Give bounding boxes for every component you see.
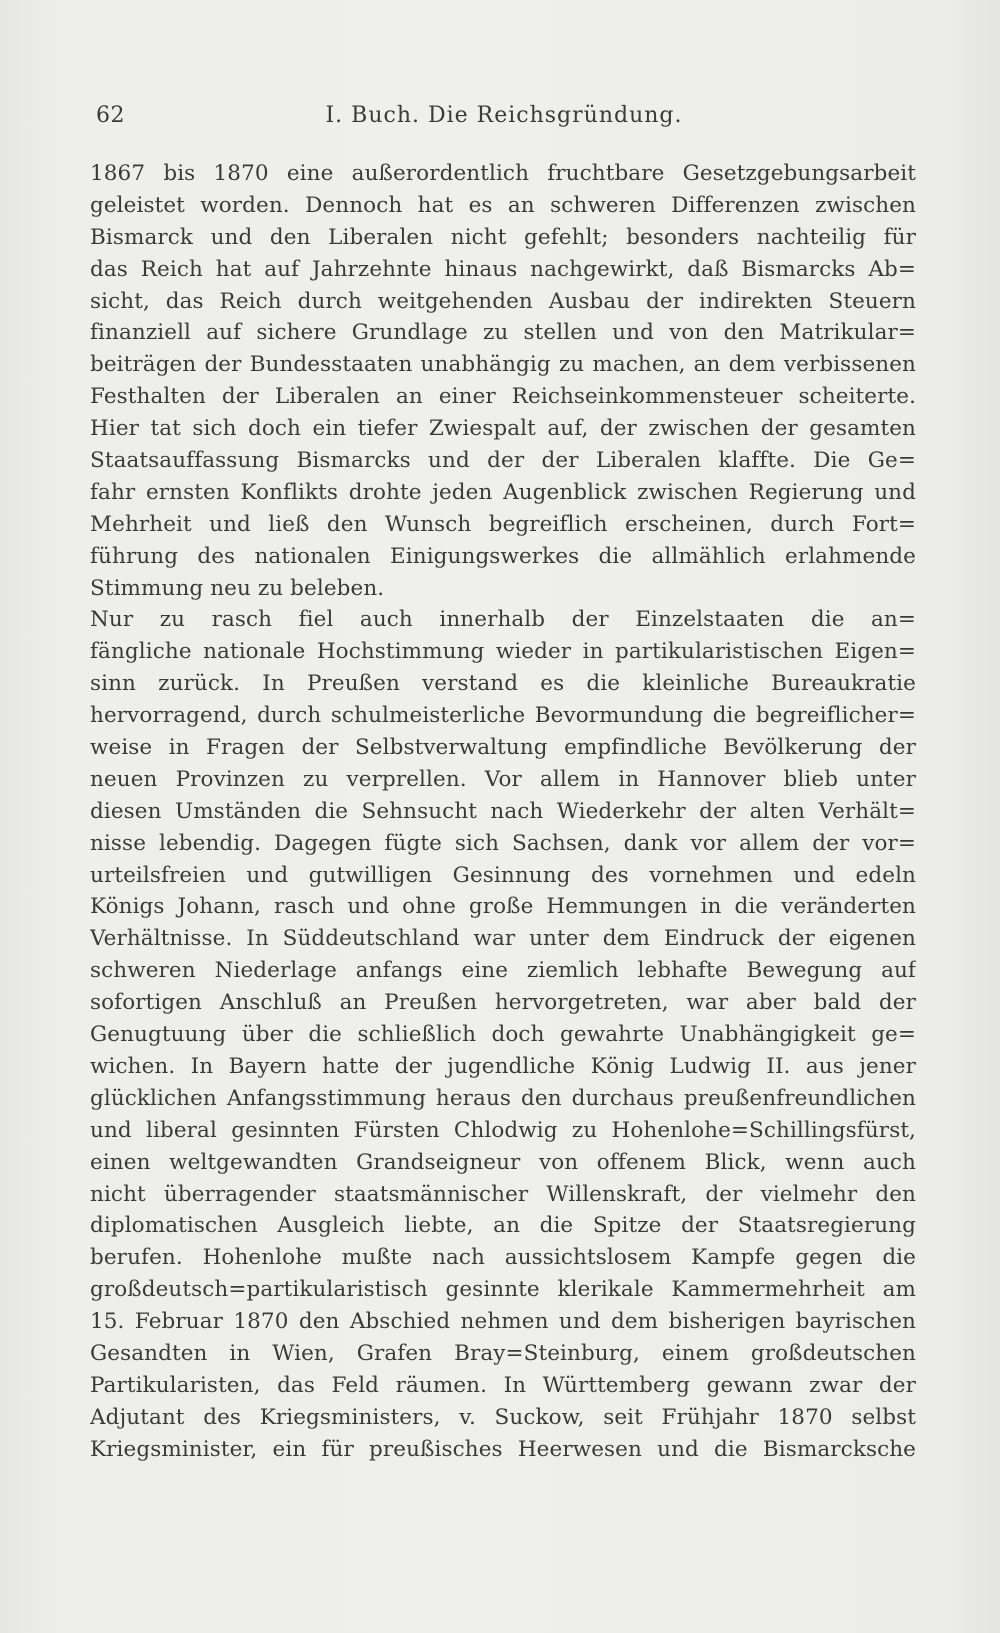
text-line: das Reich hat auf Jahrzehnte hinaus nachgewirkt, daß Bismarcks Ab= bbox=[90, 256, 916, 282]
text-line: einen weltgewandten Grandseigneur von offenem Blick, wenn auch bbox=[90, 1149, 916, 1175]
text-line: hervorragend, durch schulmeisterliche Bevormundung die begreiflicher= bbox=[90, 703, 916, 729]
text-line: Hier tat sich doch ein tiefer Zwiespalt auf, der zwischen der gesamten bbox=[90, 416, 916, 442]
text-line: Bismarck und den Liberalen nicht gefehlt; besonders nachteilig für bbox=[90, 224, 916, 250]
text-line: Partikularisten, das Feld räumen. In Württemberg gewann zwar der bbox=[90, 1372, 916, 1398]
page-header bbox=[96, 103, 912, 137]
text-line: nisse lebendig. Dagegen fügte sich Sachsen, dank vor allem der vor= bbox=[90, 830, 916, 856]
text-line: fahr ernsten Konflikts drohte jeden Augenblick zwischen Regierung und bbox=[90, 479, 916, 505]
text-line: Verhältnisse. In Süddeutschland war unter dem Eindruck der eigenen bbox=[90, 926, 916, 952]
text-line: Adjutant des Kriegsministers, v. Suckow, seit Frühjahr 1870 selbst bbox=[90, 1404, 916, 1430]
text-line: diesen Umständen die Sehnsucht nach Wiederkehr der alten Verhält= bbox=[90, 798, 916, 824]
text-line: Genugtuung über die schließlich doch gewahrte Unabhängigkeit ge= bbox=[90, 1022, 916, 1048]
text-line: fängliche nationale Hochstimmung wieder in partikularistischen Eigen= bbox=[90, 639, 916, 665]
text-line: glücklichen Anfangsstimmung heraus den durchaus preußenfreundlichen bbox=[90, 1085, 916, 1111]
text-line: geleistet worden. Dennoch hat es an schweren Differenzen zwischen bbox=[90, 192, 916, 218]
text-line: diplomatischen Ausgleich liebte, an die Spitze der Staatsregierung bbox=[90, 1213, 916, 1239]
text-line: berufen. Hohenlohe mußte nach aussichtslosem Kampfe gegen die bbox=[90, 1245, 916, 1271]
text-line: sofortigen Anschluß an Preußen hervorgetreten, war aber bald der bbox=[90, 990, 916, 1016]
text-line: und liberal gesinnten Fürsten Chlodwig zu Hohenlohe=Schillingsfürst, bbox=[90, 1117, 916, 1143]
page-number: 62 bbox=[96, 103, 125, 128]
text-line: Kriegsminister, ein für preußisches Heerwesen und die Bismarcksche bbox=[90, 1436, 916, 1462]
text-line: weise in Fragen der Selbstverwaltung empfindliche Bevölkerung der bbox=[90, 735, 916, 761]
text-line: Stimmung neu zu beleben. bbox=[90, 575, 385, 601]
text-line: 1867 bis 1870 eine außerordentlich fruchtbare Gesetzgebungsarbeit bbox=[90, 161, 916, 186]
text-line: wichen. In Bayern hatte der jugendliche König Ludwig II. aus jener bbox=[90, 1053, 916, 1079]
text-line: neuen Provinzen zu verprellen. Vor allem in Hannover blieb unter bbox=[90, 766, 916, 792]
text-line: großdeutsch=partikularistisch gesinnte klerikale Kammermehrheit am bbox=[90, 1277, 916, 1303]
text-line: 15. Februar 1870 den Abschied nehmen und dem bisherigen bayrischen bbox=[90, 1309, 916, 1335]
text-line: finanziell auf sichere Grundlage zu stellen und von den Matrikular= bbox=[90, 320, 916, 346]
body-text bbox=[90, 158, 916, 1466]
text-line: Nur zu rasch fiel auch innerhalb der Einzelstaaten die an= bbox=[90, 607, 916, 633]
running-head: I. Buch. Die Reichsgründung. bbox=[325, 103, 683, 128]
text-line: urteilsfreien und gutwilligen Gesinnung des vornehmen und edeln bbox=[90, 862, 916, 888]
text-line: schweren Niederlage anfangs eine ziemlich lebhafte Bewegung auf bbox=[90, 958, 916, 984]
text-line: nicht überragender staatsmännischer Willenskraft, der vielmehr den bbox=[90, 1181, 916, 1207]
text-line: Königs Johann, rasch und ohne große Hemmungen in die veränderten bbox=[90, 894, 916, 920]
text-line: Festhalten der Liberalen an einer Reichseinkommensteuer scheiterte. bbox=[90, 384, 916, 410]
text-line: Gesandten in Wien, Grafen Bray=Steinburg, einem großdeutschen bbox=[90, 1340, 916, 1366]
text-line: Staatsauffassung Bismarcks und der der Liberalen klaffte. Die Ge= bbox=[90, 448, 916, 474]
text-line: beiträgen der Bundesstaaten unabhängig zu machen, an dem verbissenen bbox=[90, 352, 916, 378]
text-line: Mehrheit und ließ den Wunsch begreiflich erscheinen, durch Fort= bbox=[90, 511, 916, 537]
text-line: sicht, das Reich durch weitgehenden Ausbau der indirekten Steuern bbox=[90, 288, 916, 314]
text-line: sinn zurück. In Preußen verstand es die kleinliche Bureaukratie bbox=[90, 671, 916, 697]
text-line: führung des nationalen Einigungswerkes die allmählich erlahmende bbox=[90, 543, 916, 569]
